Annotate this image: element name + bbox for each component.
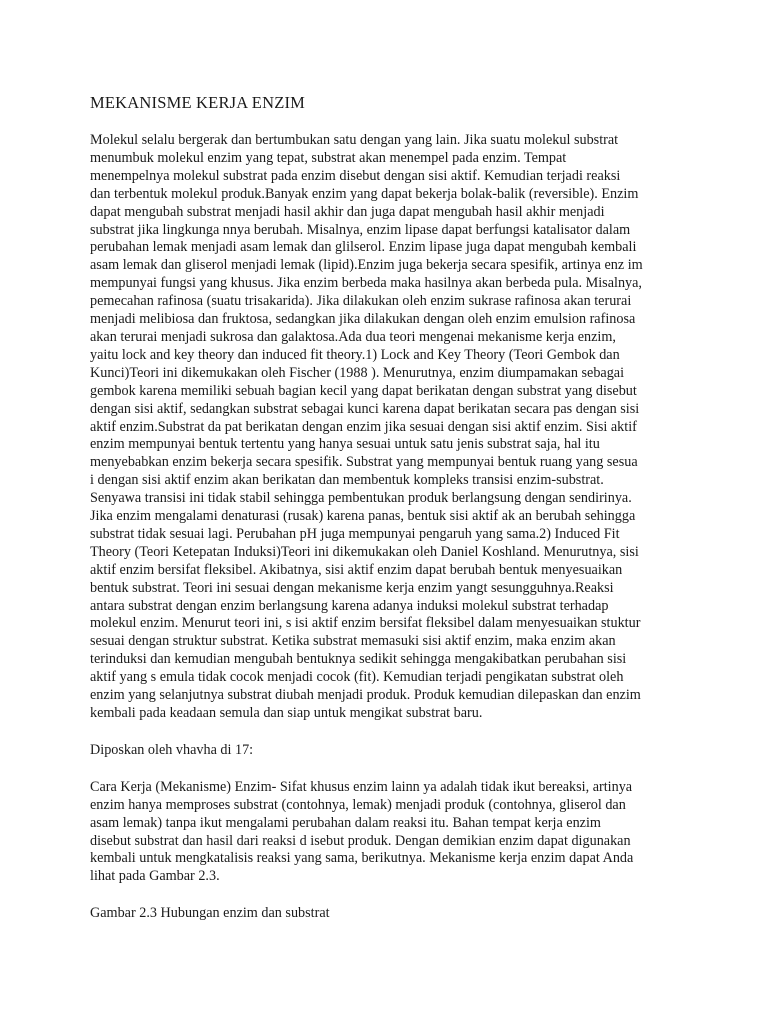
text-line: enzim hanya memproses substrat (contohnya, lemak) menjadi produk (contohnya, gliserol dan bbox=[90, 796, 626, 813]
text-line: menyebabkan enzim bekerja secara spesifik. Substrat yang mempunyai bentuk ruang yang sesua bbox=[90, 454, 638, 471]
text-line: menempelnya molekul substrat pada enzim disebut dengan sisi aktif. Kemudian terjadi reaksi bbox=[90, 167, 621, 184]
text-line: gembok karena memiliki sebuah bagian kecil yang dapat berikatan dengan substrat yang disebut bbox=[90, 382, 637, 399]
text-line: antara substrat dengan enzim berlangsung karena adanya induksi molekul substrat terhadap bbox=[90, 597, 609, 614]
posted-by-line: Diposkan oleh vhavha di 17: bbox=[90, 741, 254, 758]
text-line: kembali untuk mengkatalisis reaksi yang sama, berikutnya. Mekanisme kerja enzim dapat Anda bbox=[90, 850, 634, 867]
text-line: mempunyai fungsi yang khusus. Jika enzim berbeda maka hasilnya akan berbeda pula. Misalnya, bbox=[90, 275, 642, 292]
text-line: pemecahan rafinosa (suatu trisakarida). Jika dilakukan oleh enzim sukrase rafinosa akan terurai bbox=[90, 293, 632, 310]
paragraph-gap bbox=[90, 886, 680, 905]
text-line: dan terbentuk molekul produk.Banyak enzim yang dapat bekerja bolak-balik (reversible). Enzim bbox=[90, 185, 639, 202]
text-line: aktif yang s emula tidak cocok menjadi cocok (fit). Kemudian terjadi pengikatan substrat oleh bbox=[90, 669, 624, 686]
text-line: yaitu lock and key theory dan induced fit theory.1) Lock and Key Theory (Teori Gembok dan bbox=[90, 346, 620, 363]
document-page bbox=[90, 93, 680, 923]
text-line: aktif enzim.Substrat da pat berikatan dengan enzim jika sesuai dengan sisi aktif enzim. Sisi aktif bbox=[90, 418, 637, 435]
text-line: dapat mengubah substrat menjadi hasil akhir dan juga dapat mengubah hasil akhir menjadi bbox=[90, 203, 605, 220]
text-line: lihat pada Gambar 2.3. bbox=[90, 868, 220, 885]
text-line: Theory (Teori Ketepatan Induksi)Teori ini dikemukakan oleh Daniel Koshland. Menurutnya, sisi bbox=[90, 543, 639, 560]
text-line: i dengan sisi aktif enzim akan berikatan dan membentuk kompleks transisi enzim-substrat. bbox=[90, 472, 604, 489]
paragraph-gap bbox=[90, 760, 680, 779]
text-line: Jika enzim mengalami denaturasi (rusak) karena panas, bentuk sisi aktif ak an berubah sehingga bbox=[90, 508, 636, 525]
text-line: akan terurai menjadi sukrosa dan galaktosa.Ada dua teori mengenai mekanisme kerja enzim, bbox=[90, 328, 616, 345]
text-line: Molekul selalu bergerak dan bertumbukan satu dengan yang lain. Jika suatu molekul substrat bbox=[90, 132, 619, 148]
text-line: asam lemak dan gliserol menjadi lemak (lipid).Enzim juga bekerja secara spesifik, artinya enz im bbox=[90, 257, 643, 274]
text-line: kembali pada keadaan semula dan siap untuk mengikat substrat baru. bbox=[90, 705, 483, 721]
text-line: asam lemak) tanpa ikut mengalami perubahan dalam reaksi itu. Bahan tempat kerja enzim bbox=[90, 814, 601, 831]
text-line: Senyawa transisi ini tidak stabil sehingga pembentukan produk berlangsung dengan sendirinya. bbox=[90, 490, 632, 507]
text-line: terinduksi dan kemudian mengubah bentuknya sedikit sehingga mengakibatkan perubahan sisi bbox=[90, 651, 627, 668]
text-line: sesuai dengan struktur substrat. Ketika substrat memasuki sisi aktif enzim, maka enzim akan bbox=[90, 633, 616, 650]
text-line: disebut substrat dan hasil dari reaksi d isebut produk. Dengan demikian enzim dapat digunakan bbox=[90, 832, 631, 849]
document-title: MEKANISME KERJA ENZIM bbox=[90, 93, 306, 112]
text-line: menumbuk molekul enzim yang tepat, substrat akan menempel pada enzim. Tempat bbox=[90, 149, 567, 166]
text-line: bentuk substrat. Teori ini sesuai dengan mekanisme kerja enzim yangt sesungguhnya.Reaksi bbox=[90, 579, 614, 596]
body-paragraph-enzyme-properties bbox=[90, 779, 680, 886]
text-line: enzim yang selanjutnya substrat diubah menjadi produk. Produk kemudian dilepaskan dan enzim bbox=[90, 687, 641, 704]
body-paragraph-mechanism bbox=[90, 132, 680, 723]
text-line: substrat jika lingkunga nnya berubah. Misalnya, enzim lipase dapat berfungsi katalisator dalam bbox=[90, 221, 631, 238]
figure-caption: Gambar 2.3 Hubungan enzim dan substrat bbox=[90, 905, 330, 922]
text-line: substrat tidak sesuai lagi. Perubahan pH juga mempunyai pengaruh yang sama.2) Induced Fit bbox=[90, 525, 620, 542]
text-line: molekul enzim. Menurut teori ini, s isi aktif enzim bersifat fleksibel dalam menyesuaikan stuktur bbox=[90, 615, 641, 632]
text-line: perubahan lemak menjadi asam lemak dan glilserol. Enzim lipase juga dapat mengubah kembali bbox=[90, 239, 637, 256]
text-line: Cara Kerja (Mekanisme) Enzim- Sifat khusus enzim lainn ya adalah tidak ikut bereaksi, artinya bbox=[90, 778, 633, 795]
paragraph-gap bbox=[90, 723, 680, 742]
text-line: enzim mempunyai bentuk tertentu yang hanya sesuai untuk satu jenis substrat saja, hal itu bbox=[90, 436, 600, 453]
text-line: Kunci)Teori ini dikemukakan oleh Fischer (1988 ). Menurutnya, enzim diumpamakan sebagai bbox=[90, 364, 625, 381]
text-line: aktif enzim bersifat fleksibel. Akibatnya, sisi aktif enzim dapat berubah bentuk menyesuaikan bbox=[90, 561, 623, 578]
text-line: menjadi melibiosa dan fruktosa, sedangkan jika dilakukan dengan oleh enzim emulsion rafinosa bbox=[90, 311, 636, 328]
text-line: dengan sisi aktif, sedangkan substrat sebagai kunci karena dapat berikatan secara pas dengan sisi bbox=[90, 400, 640, 417]
